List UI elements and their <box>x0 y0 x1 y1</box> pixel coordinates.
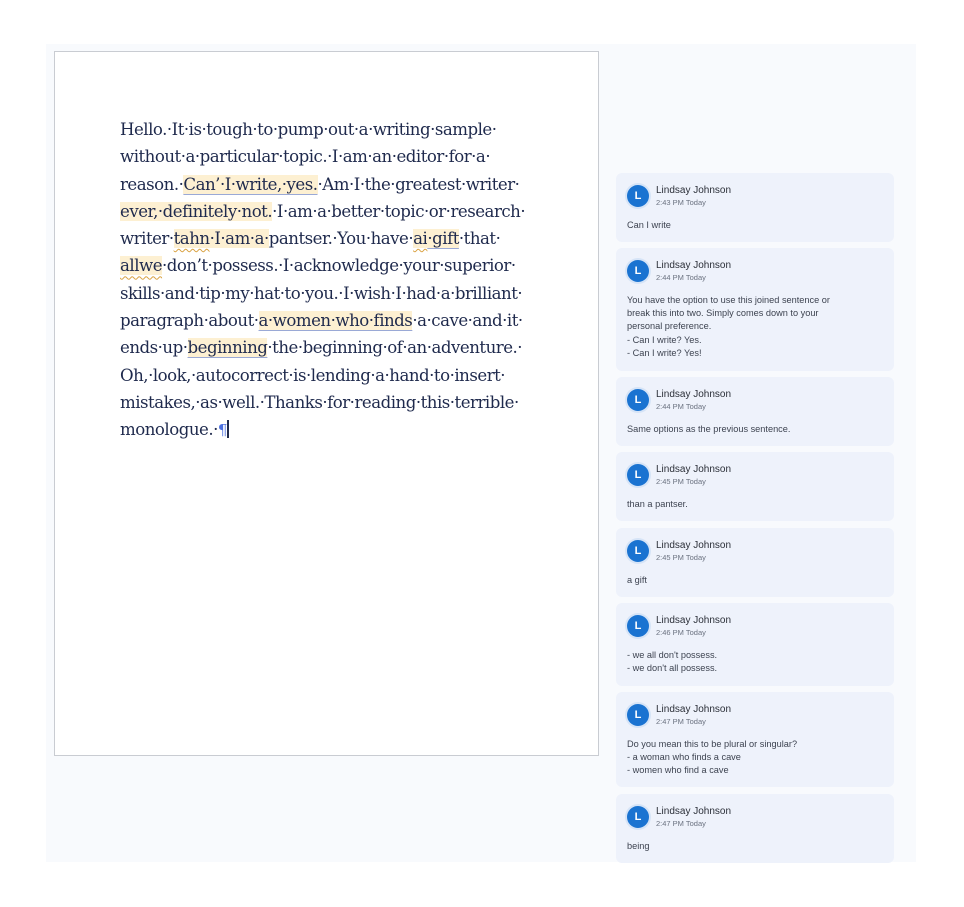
document-line[interactable] <box>120 252 540 279</box>
avatar: L <box>627 704 649 726</box>
comment-meta <box>656 464 731 487</box>
comment-card[interactable] <box>616 794 894 863</box>
comment-text-line: - Can I write? Yes! <box>627 347 702 358</box>
comment-author: Lindsay Johnson <box>656 260 732 271</box>
document-line[interactable] <box>120 334 540 361</box>
comment-body <box>627 649 882 675</box>
document-line[interactable] <box>120 171 540 198</box>
text-run: paragraph·about· <box>120 311 259 331</box>
pilcrow-icon: ¶ <box>217 421 227 440</box>
document-line[interactable] <box>120 280 540 307</box>
comment-body <box>627 840 882 853</box>
comment-author: Lindsay Johnson <box>656 704 732 715</box>
comment-author: Lindsay Johnson <box>656 389 732 400</box>
comment-body <box>627 294 882 360</box>
comment-text-line: being <box>627 841 650 851</box>
text-run: pantser.·You·have· <box>268 229 414 249</box>
avatar: L <box>627 389 649 411</box>
text-run: skills·and·tip·my·hat·to·you.·I·wish·I·had·a·brilliant· <box>120 283 523 303</box>
comment-header <box>627 704 882 727</box>
comment-text-line: break this into two. Simply comes down to your <box>627 308 819 319</box>
comment-author: Lindsay Johnson <box>656 540 732 551</box>
avatar: L <box>627 260 649 282</box>
comment-text-line: Same options as the previous sentence. <box>627 424 791 434</box>
text-run: ·I·am·a·better·topic·or·research· <box>272 201 526 221</box>
comment-body <box>627 219 882 232</box>
comment-meta <box>656 806 731 829</box>
comment-header <box>627 464 882 487</box>
comment-author: Lindsay Johnson <box>656 185 732 196</box>
comment-timestamp: 2:45 PM Today <box>656 553 706 562</box>
comment-timestamp: 2:44 PM Today <box>656 402 706 411</box>
comment-header <box>627 540 882 563</box>
text-run: mistakes,·as·well.·Thanks·for·reading·this·terrible· <box>120 392 519 412</box>
text-run: reason.· <box>120 174 184 194</box>
comment-text-line: - a woman who finds a cave <box>627 752 741 763</box>
document-line[interactable] <box>120 225 540 252</box>
comment-meta <box>656 260 731 283</box>
comment-body <box>627 423 882 436</box>
document-line[interactable] <box>120 389 540 416</box>
text-run: ends·up· <box>120 338 188 358</box>
commented-text-range[interactable]: ·I·am·a· <box>209 229 269 249</box>
commented-text-range[interactable]: ·gift <box>427 229 459 249</box>
document-body[interactable] <box>120 116 540 445</box>
commented-text-range[interactable]: ai <box>413 229 428 249</box>
comment-meta <box>656 615 731 638</box>
comment-text-line: a gift <box>627 575 647 585</box>
comment-timestamp: 2:47 PM Today <box>656 819 706 828</box>
avatar: L <box>627 464 649 486</box>
comment-header <box>627 806 882 829</box>
text-run: ·don’t·possess.·I·acknowledge·your·superior· <box>162 256 516 276</box>
comment-body <box>627 498 882 511</box>
commented-text-range[interactable]: tahn <box>173 229 210 249</box>
document-line[interactable] <box>120 416 540 444</box>
comment-timestamp: 2:46 PM Today <box>656 628 706 637</box>
text-cursor <box>227 420 229 438</box>
document-line[interactable] <box>120 143 540 170</box>
comment-card[interactable] <box>616 248 894 371</box>
document-line[interactable] <box>120 362 540 389</box>
comment-text-line: - we don't all possess. <box>627 663 718 674</box>
comment-text-line: - Can I write? Yes. <box>627 334 702 345</box>
comment-header <box>627 185 882 208</box>
commented-text-range[interactable]: ever,·definitely·not. <box>120 201 273 221</box>
text-run: Oh,·look,·autocorrect·is·lending·a·hand·to·insert· <box>120 365 506 385</box>
comment-meta <box>656 540 731 563</box>
document-line[interactable] <box>120 307 540 334</box>
text-run: ·Am·I·the·greatest·writer· <box>317 174 520 194</box>
text-run: ·that· <box>458 229 501 249</box>
commented-text-range[interactable]: Can’·I·write,·yes. <box>183 174 318 194</box>
text-run: monologue.· <box>120 420 218 440</box>
comment-card[interactable] <box>616 452 894 521</box>
comment-text-line: Do you mean this to be plural or singular? <box>627 739 798 749</box>
comment-text-line: You have the option to use this joined sentence or <box>627 295 830 305</box>
avatar: L <box>627 540 649 562</box>
comment-timestamp: 2:44 PM Today <box>656 273 706 282</box>
document-line[interactable] <box>120 198 540 225</box>
comment-timestamp: 2:43 PM Today <box>656 198 706 207</box>
text-run: writer· <box>120 229 174 249</box>
commented-text-range[interactable]: a·women·who·finds <box>258 311 413 331</box>
comment-timestamp: 2:47 PM Today <box>656 717 706 726</box>
comment-body <box>627 738 882 778</box>
document-line[interactable] <box>120 116 540 143</box>
comment-timestamp: 2:45 PM Today <box>656 477 706 486</box>
document-page[interactable] <box>54 51 599 756</box>
comment-body <box>627 574 882 587</box>
comment-author: Lindsay Johnson <box>656 464 732 475</box>
commented-text-range[interactable]: allwe <box>120 256 163 276</box>
comment-card[interactable] <box>616 173 894 242</box>
comment-card[interactable] <box>616 692 894 787</box>
comment-text-line: - we all don't possess. <box>627 650 718 660</box>
comment-text-line: - women who find a cave <box>627 765 729 776</box>
comment-header <box>627 615 882 638</box>
avatar: L <box>627 185 649 207</box>
comment-header <box>627 389 882 412</box>
comment-meta <box>656 389 731 412</box>
comment-text-line: personal preference. <box>627 321 712 332</box>
text-run: ·a·cave·and·it· <box>412 311 523 331</box>
text-run: ·the·beginning·of·an·adventure.· <box>267 338 523 358</box>
comment-author: Lindsay Johnson <box>656 806 732 817</box>
comment-meta <box>656 185 731 208</box>
text-run: Hello.·It·is·tough·to·pump·out·a·writing·sample· <box>120 120 497 139</box>
comment-text-line: than a pantser. <box>627 499 688 509</box>
comment-header <box>627 260 882 283</box>
comment-card[interactable] <box>616 603 894 686</box>
comment-card[interactable] <box>616 377 894 446</box>
comment-meta <box>656 704 731 727</box>
comment-author: Lindsay Johnson <box>656 615 732 626</box>
comment-text-line: Can I write <box>627 220 671 230</box>
avatar: L <box>627 615 649 637</box>
commented-text-range[interactable]: beginning <box>187 338 268 358</box>
text-run: without·a·particular·topic.·I·am·an·editor·for·a· <box>120 147 491 167</box>
comment-card[interactable] <box>616 528 894 597</box>
avatar: L <box>627 806 649 828</box>
